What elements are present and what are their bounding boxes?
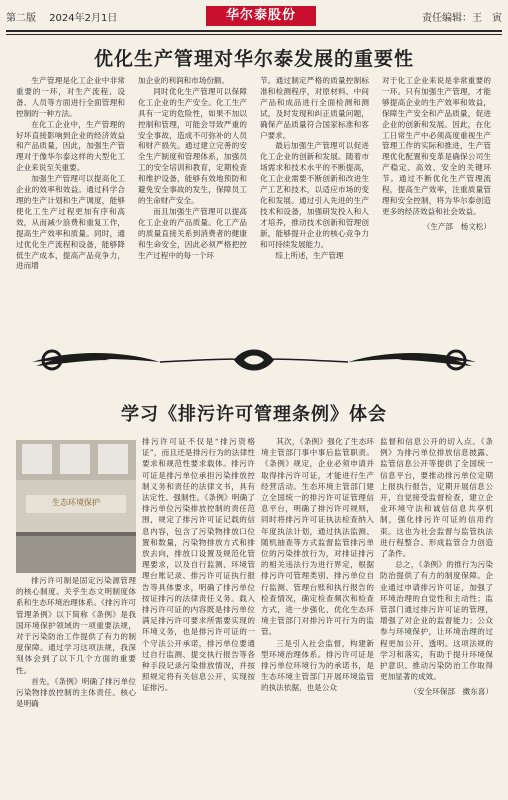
- article2-title: 学习《排污许可管理条例》体会: [121, 404, 387, 425]
- article2-signature: （安全环保部 擞东喜）: [409, 687, 493, 697]
- editor-label: 责任编辑：王 寅: [422, 13, 502, 24]
- article1-title: 优化生产管理对华尔泰发展的重要性: [93, 48, 414, 70]
- paragraph: 首先，《条例》明确了排污单位污染物排放控制的主体责任。核心是明确: [16, 676, 136, 709]
- article2-col2: [142, 436, 255, 694]
- paragraph: 加企业的利润和市场份额。: [138, 76, 230, 85]
- header-rule-thin: [6, 34, 502, 35]
- article1-col1: [16, 76, 125, 272]
- paragraph: 对于化工企业来说是非常重要的一环。只有加强生产管理，才能够提高企业的生产效率和效益，保障生产安全和产品质量，促进企业的创新和发展。因此，在化工日常生产中必须高度重视生产管理工作的实际和推进，生产管理优化配置和变革是确保公司生产稳定、高效、安全的关键环节。通过不断优化生产管理流程，提高生产效率，注重质量管理和安全控制，将为华尔泰创造更多的经济效益和社会效益。: [382, 76, 491, 216]
- paragraph: 其次，《条例》强化了生态环境主管部门事中事后监管职责。《条例》规定，企业必须申请并取得排污许可证，才能进行生产经营活动。生态环境主管部门建立全国统一的排污许可证管理信息平台，明确了排污许可规则，同时将排污许可证执法检查纳入年度执法计划，通过执法监测、随机抽查等方式监督监管排污单位的污染排放行为，对排证排污的相关违法行为进行界定，根据排污许可管理类别、排污单位自行监测、管理台账和执行报告的检查情况，确定检查频次和检查方式，进一步强化、优化生态环境主管部门对排污许可行为的监管。: [261, 437, 374, 637]
- date-label: 2024年2月1日: [49, 13, 118, 24]
- paragraph: 而且加强生产管理可以提高化工企业的产品质量。化工产品的质量直接关系到消费者的健康和生命安全，因此必须严格把控生产过程中的每一个环: [138, 206, 247, 260]
- paragraph: 三是引入社会监督，构建新型环境治理体系。排污许可证是排污单位环境行为的承诺书，是生态环境主管部门开展环境监管的执法依据，也是公众: [261, 638, 374, 693]
- paragraph: 生产管理是化工企业中非常重要的一环，对生产流程、设备、人员等方面进行全面管理和控制的一种方法。: [16, 76, 125, 118]
- article-photo: [16, 440, 136, 573]
- ornament-divider: [30, 336, 478, 386]
- paragraph: 节。通过制定严格的质量控制标准和检测程序，对原材料、中间产品和成品进行全面检测和测试，及时发现和纠正质量问题，确保产品质量符合国家标准和客户要求。: [260, 76, 369, 140]
- header-left: [6, 9, 127, 24]
- paragraph: 最后加强生产管理可以促进化工企业的创新和发展。随着市场需求和技术水平的不断提高，化工企业需要不断创新和改进生产工艺和技术，以适应市场的变化和发展。通过引入先进的生产技术和设备，加强研发投入和人才培养，推动技术创新和管理创新，能够提升企业的核心竞争力和可持续发展能力。: [260, 141, 369, 249]
- article2-col4: [380, 436, 493, 698]
- article1-body: [16, 76, 492, 344]
- article1-col2: [138, 76, 247, 261]
- paragraph: 排污许可制是固定污染源管理的核心制度。关乎生态文明制度体系和生态环境治理体系。《排污许可管理条例》以下简称《条例》是我国环境保护领域的一项重要法规，对于污染防治工作提供了有力的制度保障。通过学习这项法规，我深刻体会到了以下几个方面的重要性。: [16, 576, 136, 675]
- edition-label: 第二版: [6, 13, 36, 24]
- article1-col3: [260, 76, 369, 261]
- photo-sign-text: 生态环境保护: [52, 498, 100, 507]
- paragraph: 加强生产管理可以提高化工企业的效率和效益。通过科学合理的生产计划和生产调度，能够使化工生产过程更加有序和高效，从而减少浪费和重复工作，提高生产效率和质量。同时，通过优化生产流程和设备，能够降低生产成本，提高产品竞争力，进而增: [16, 174, 125, 271]
- paragraph: 监督和信息公开的切入点。《条例》为排污单位排放信息披露、监管信息公开等提供了全国统一信息平台，要推动排污单位定期上报执行报告，定期开展信息公开，自觉接受监督检查，建立企业环境守法和诚信信息共享机制，强化排污许可证的信用约束。这也为社会监督与监管执法进行程整合、形成监管合力创造了条件。: [380, 437, 493, 559]
- article1-col4: [382, 76, 491, 233]
- paragraph: 同时优化生产管理可以保障化工企业的生产安全。化工生产具有一定的危险性，如果不加以控制和管理，可能会导致严重的安全事故，造成不可弥补的人员和财产损失。通过建立完善的安全生产制度和管理体系，加强员工的安全培训和教育，定期检查和维护设备，能够有效地预防和避免安全事故的发生，保障员工的生命财产安全。: [138, 86, 247, 205]
- paragraph: 总之，《条例》的推行为污染防治提供了有力的制度保障。企业通过申请排污许可证，加强了环境治理的自觉性和主动性；监管部门通过排污许可证的管理，增强了对企业的监督能力；公众参与环境保护，让环境治理的过程更加公开、透明。这项法规的学习和落实，有助于提升环境保护意识、推动污染防治工作取得更加显著的成效。: [380, 560, 493, 682]
- paragraph: 排污许可证不仅是“排污资格证”，而且还是排污行为的法律性要求和规范性要求载体。排污许可证是排污单位承担污染排放控制义务和责任的法律文书，具有法定性、强制性。《条例》明确了排污单位污染排放控制的责任范围，规定了排污许可证记载的信息内容，包含了污染物排放口位置和数量，污染物排放方式和排放去向，排放口设置及规范化管理要求，以及自行监测、环境管理台账记录、排污许可证执行报告等具体要求，明确了排污单位按证排污的法律责任义务。载入排污许可证的内容既是排污单位满足排污许可要求所需要实现的环境义务，也是排污许可证的一个守法公开承诺，排污单位要通过自行监测、提交执行报告等各种手段记录污染排放情况，并按照规定将有关信息公开，实现按证排污。: [142, 437, 255, 693]
- brand-logo: 华尔泰股份: [206, 6, 316, 26]
- article2-col3: [261, 436, 374, 694]
- header-rule: [6, 30, 502, 32]
- article1-signature: （生产部 杨文松）: [422, 221, 491, 231]
- page-header: [6, 6, 502, 28]
- article2-col1: [16, 575, 136, 709]
- paragraph: 在化工企业中，生产管理的好坏直接影响到企业的经济效益和产品质量，因此，加强生产管理对于像华尔泰这样的大型化工企业来说至关重要。: [16, 119, 125, 173]
- paragraph: 综上所述，生产管理: [275, 250, 344, 260]
